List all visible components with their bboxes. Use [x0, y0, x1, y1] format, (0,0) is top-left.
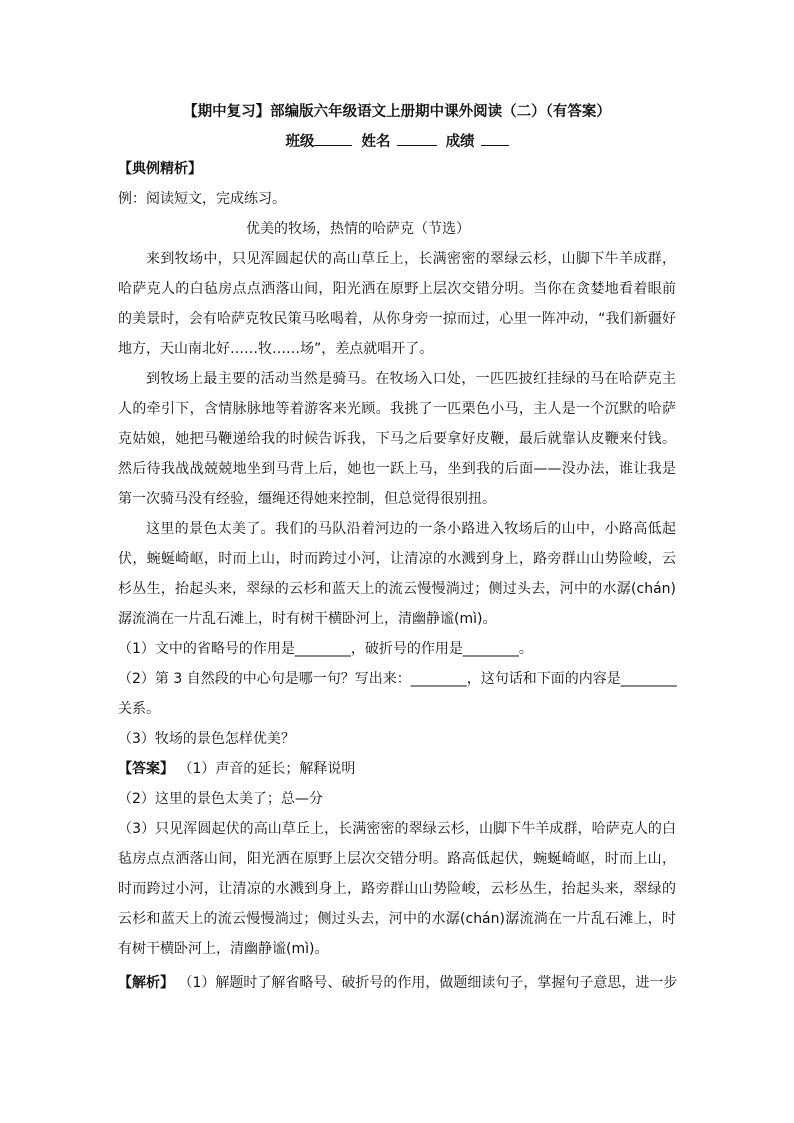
example-intro: 例：阅读短文，完成练习。 [118, 191, 286, 207]
document-title: 【期中复习】部编版六年级语文上册期中课外阅读（二）（有答案） [183, 104, 611, 120]
question-2-continuation: 关系。 [118, 701, 160, 717]
analysis-line [118, 968, 676, 998]
answer-line-1 [118, 754, 676, 784]
answer-3: （3）只见浑圆起伏的高山草丘上，长满密密的翠绿云杉，山脚下牛羊成群，哈萨克人的白毡房点点洒落山间，阳光洒在原野上层次交错分明。路高低起伏，蜿蜒崎岖，时而上山，时而跨过小河，让清凉的水溅到身上，路旁群山山势险峻，云杉丛生，抬起头来，翠绿的云杉和蓝天上的流云慢慢淌过；侧过头去，河中的水潺(chán)潺流淌在一片乱石滩上，时有树干横卧河上，清幽静谧(mì)。 [118, 821, 676, 957]
answer-label: 【答案】 [118, 761, 174, 777]
question-1: （1）文中的省略号的作用是________，破折号的作用是________。 [118, 641, 533, 657]
score-blank[interactable] [481, 131, 509, 146]
passage-title: 优美的牧场，热情的哈萨克（节选） [246, 221, 470, 237]
name-blank[interactable] [397, 131, 437, 146]
passage-paragraph-3: 这里的景色太美了。我们的马队沿着河边的一条小路进入牧场后的山中，小路高低起伏，蜿蜒崎岖，时而上山，时而跨过小河，让清凉的水溅到身上，路旁群山山势险峻，云杉丛生，抬起头来，翠绿的云杉和蓝天上的流云慢慢淌过；侧过头去，河中的水潺(chán)潺流淌在一片乱石滩上，时有树干横卧河上，清幽静谧(mì)。 [118, 521, 676, 627]
class-blank[interactable] [314, 131, 352, 146]
analysis-label: 【解析】 [118, 975, 174, 991]
question-2: （2）第 3 自然段的中心句是哪一句？写出来：________，这句话和下面的内容是________ [118, 671, 677, 687]
question-3: （3）牧场的景色怎样优美？ [118, 731, 295, 747]
name-label: 姓名 [361, 134, 391, 150]
section-heading: 【典例精析】 [118, 161, 202, 177]
class-label: 班级 [285, 134, 315, 150]
passage-paragraph-1: 来到牧场中，只见浑圆起伏的高山草丘上，长满密密的翠绿云杉，山脚下牛羊成群，哈萨克人的白毡房点点洒落山间，阳光洒在原野上层次交错分明。当你在贪婪地看着眼前的美景时，会有哈萨克牧民策马吆喝着，从你身旁一掠而过，心里一阵冲动，“我们新疆好地方，天山南北好……牧……场”，差点就唱开了。 [118, 251, 676, 357]
answer-2: （2）这里的景色太美了；总—分 [118, 791, 323, 807]
analysis-text: （1）解题时了解省略号、破折号的作用，做题细读句子，掌握句子意思，进一步 [178, 975, 678, 991]
student-info-line [118, 130, 676, 154]
answer-1: （1）声音的延长；解释说明 [178, 761, 356, 777]
passage-paragraph-2: 到牧场上最主要的活动当然是骑马。在牧场入口处，一匹匹披红挂绿的马在哈萨克主人的牵引下，含情脉脉地等着游客来光顾。我挑了一匹栗色小马，主人是一个沉默的哈萨克姑娘，她把马鞭递给我的时候告诉我，下马之后要拿好皮鞭，最后就靠认皮鞭来付钱。然后待我战战兢兢地坐到马背上后，她也一跃上马，坐到我的后面——没办法，谁让我是第一次骑马没有经验，缰绳还得她来控制，但总觉得很别扭。 [118, 371, 676, 507]
score-label: 成绩 [445, 134, 475, 150]
